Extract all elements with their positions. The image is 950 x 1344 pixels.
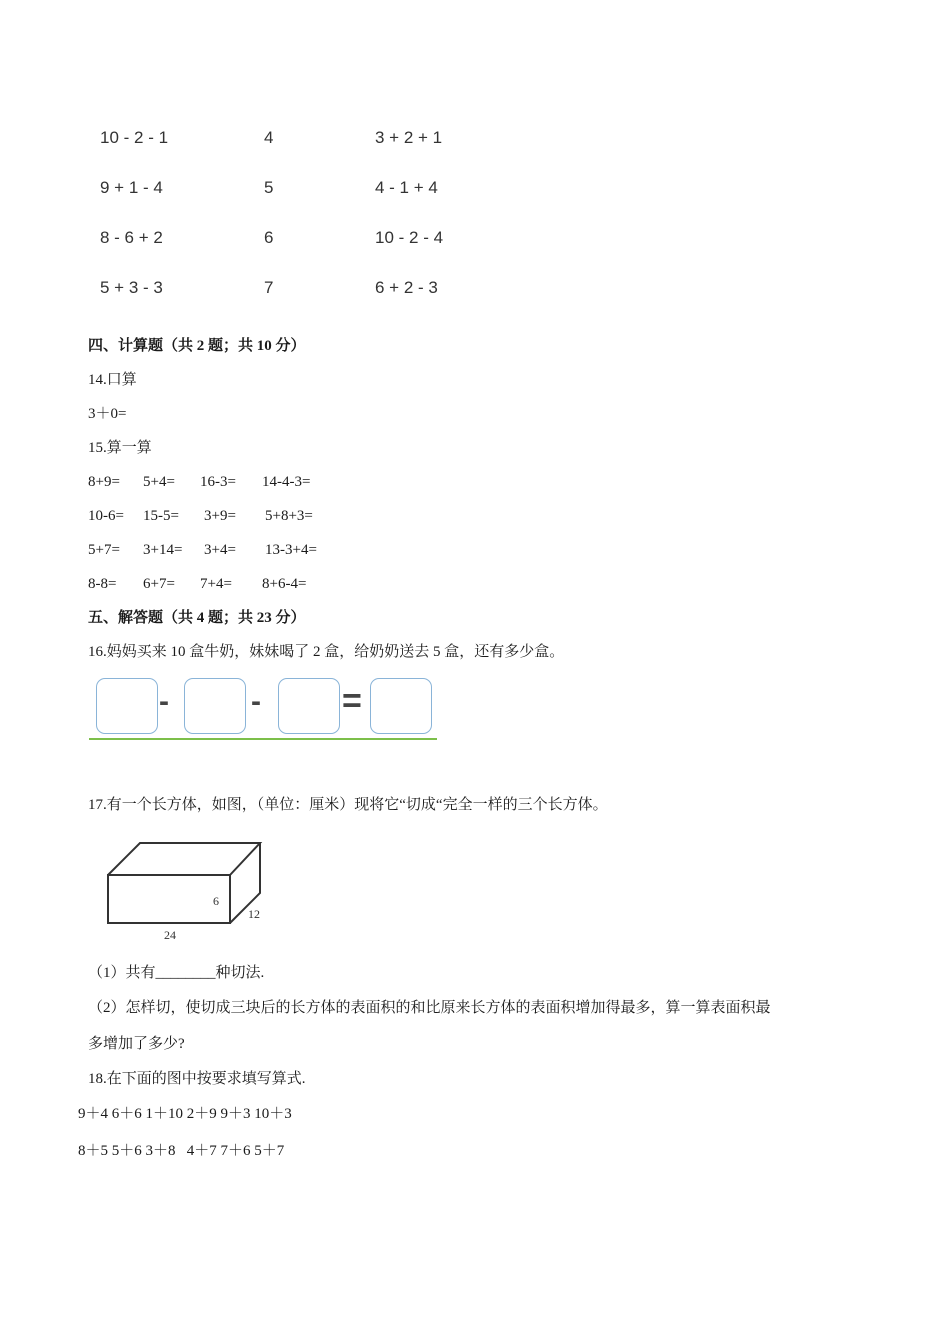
right-expression: 4 - 1 + 4 (375, 178, 438, 197)
calc-item: 10-6= (88, 508, 124, 524)
cuboid-top-face (108, 843, 260, 875)
calc-item: 14-4-3= (262, 474, 311, 490)
cuboid-figure (100, 838, 280, 948)
answer-box[interactable] (370, 678, 432, 734)
question-14-title: 14.口算 (88, 372, 137, 388)
answer-box[interactable] (278, 678, 340, 734)
question-16-text: 16.妈妈买来 10 盒牛奶，妹妹喝了 2 盒，给奶奶送去 5 盒，还有多少盒。 (88, 644, 565, 660)
right-expression: 10 - 2 - 4 (375, 228, 444, 247)
calc-item: 3+14= (143, 542, 183, 558)
question-14-line: 3＋0= (88, 406, 127, 422)
calc-item: 3+9= (204, 508, 236, 524)
calc-item: 5+7= (88, 542, 120, 558)
calc-item: 13-3+4= (265, 542, 317, 558)
calc-item: 5+8+3= (265, 508, 313, 524)
middle-number: 7 (264, 278, 274, 297)
calc-item: 5+4= (143, 474, 175, 490)
question-18-line-1: 9＋4 6＋6 1＋10 2＋9 9＋3 10＋3 (78, 1106, 292, 1122)
question-18-line-2: 8＋5 5＋6 3＋8 4＋7 7＋6 5＋7 (78, 1143, 285, 1159)
section-4-title: 四、计算题（共 2 题；共 10 分） (88, 338, 306, 354)
section-5-title: 五、解答题（共 4 题；共 23 分） (88, 610, 306, 626)
cuboid-depth-label: 12 (248, 907, 260, 921)
calc-item: 8-8= (88, 576, 117, 592)
middle-number: 6 (264, 228, 274, 247)
cuboid-height-label: 6 (213, 894, 219, 908)
equals-sign: = (342, 682, 362, 720)
left-expression: 5 + 3 - 3 (100, 278, 163, 297)
middle-number: 5 (264, 178, 274, 197)
right-expression: 3 + 2 + 1 (375, 128, 443, 147)
calc-item: 16-3= (200, 474, 236, 490)
question-17-part-2: （2）怎样切，使切成三块后的长方体的表面积的和比原来长方体的表面积增加得最多，算一算表面积最 (88, 1000, 771, 1016)
left-expression: 9 + 1 - 4 (100, 178, 163, 197)
underline-divider (89, 738, 437, 740)
calc-item: 8+6-4= (262, 576, 307, 592)
question-17-part-1: （1）共有________种切法. (88, 965, 265, 981)
calc-item: 3+4= (204, 542, 236, 558)
cuboid-front-face (108, 875, 230, 923)
minus-sign: - (251, 685, 261, 718)
calc-item: 8+9= (88, 474, 120, 490)
question-17-part-2-cont: 多增加了多少? (88, 1036, 185, 1052)
question-15-title: 15.算一算 (88, 440, 152, 456)
calc-item: 6+7= (143, 576, 175, 592)
answer-box[interactable] (184, 678, 246, 734)
middle-number: 4 (264, 128, 274, 147)
calc-item: 15-5= (143, 508, 179, 524)
left-expression: 8 - 6 + 2 (100, 228, 163, 247)
cuboid-length-label: 24 (164, 928, 176, 942)
answer-box[interactable] (96, 678, 158, 734)
calc-item: 7+4= (200, 576, 232, 592)
left-expression: 10 - 2 - 1 (100, 128, 169, 147)
question-17-text: 17.有一个长方体，如图，（单位：厘米）现将它“切成“完全一样的三个长方体。 (88, 797, 608, 813)
minus-sign: - (159, 685, 169, 718)
right-expression: 6 + 2 - 3 (375, 278, 438, 297)
question-18-text: 18.在下面的图中按要求填写算式. (88, 1071, 306, 1087)
